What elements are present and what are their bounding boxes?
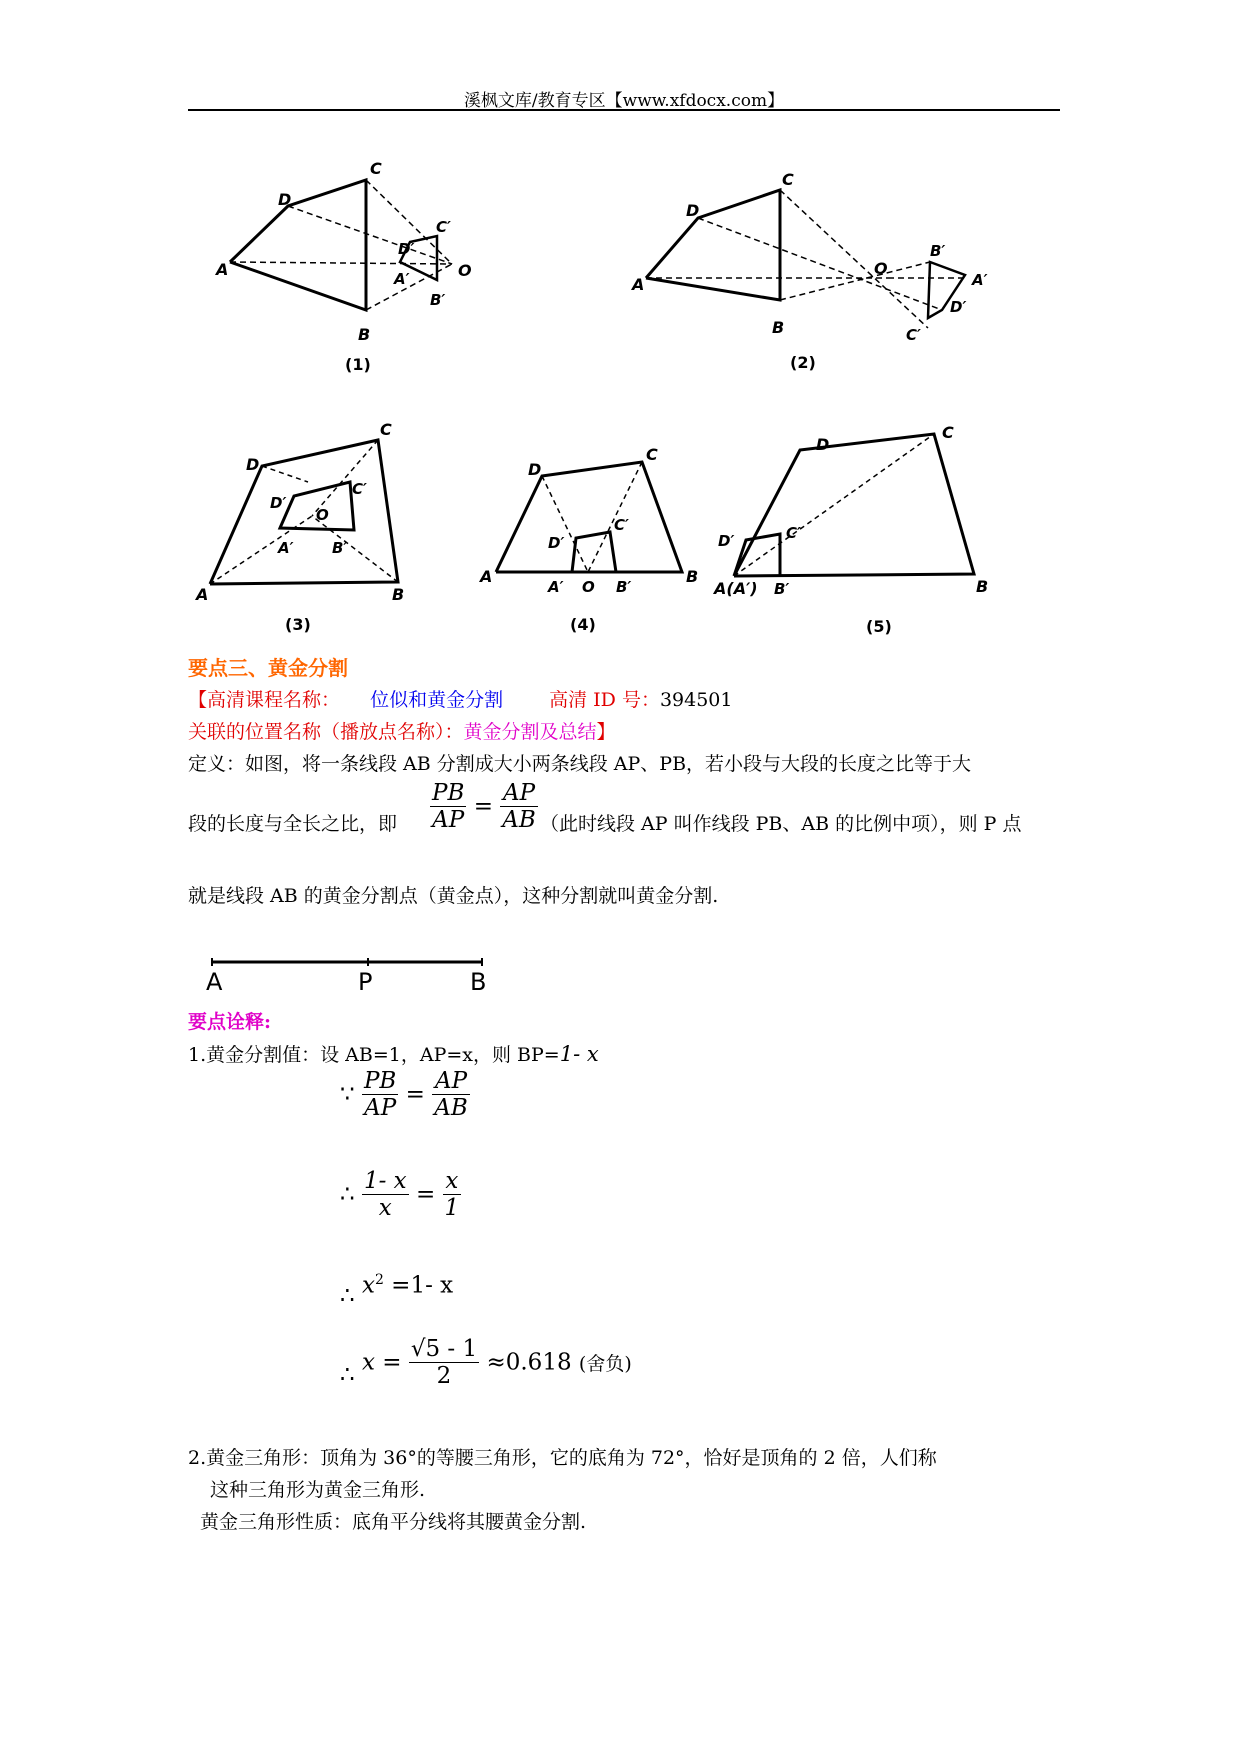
fig1-label-B1: B′ — [430, 291, 446, 309]
fig4-label-O: O — [582, 578, 595, 596]
fig2-label-B: B — [772, 318, 785, 337]
ratio-formula: $\frac{PB}{AP}$ = $\frac{AP}{AB}$ — [432, 780, 536, 833]
fig3-label-C1: C′ — [352, 480, 367, 498]
fig4-label-C1: C′ — [614, 516, 629, 534]
fig5-label-B: B — [976, 577, 989, 596]
fig1-label-D: D — [278, 190, 292, 209]
fig5-caption: (5) — [866, 617, 892, 636]
notes-item-2-line-2: 这种三角形为黄金三角形. — [210, 1479, 426, 1501]
segment-label-P: P — [358, 968, 373, 996]
fig1-label-C: C — [370, 159, 382, 178]
fig5-label-B1: B′ — [774, 580, 790, 598]
fig3-label-O: O — [316, 506, 329, 524]
fig3-label-A: A — [196, 585, 209, 604]
position-line — [188, 720, 616, 744]
notes-item-2-line-1: 2.黄金三角形：顶角为 36°的等腰三角形，它的底角为 72°，恰好是顶角的 2 倍，人们称 — [188, 1447, 937, 1469]
notes-item-2-line-3: 黄金三角形性质：底角平分线将其腰黄金分割. — [200, 1511, 587, 1533]
position-name: 黄金分割及总结 — [463, 721, 597, 743]
figure-3 — [210, 440, 398, 584]
fig4-label-D1: D′ — [548, 534, 565, 552]
fig4-label-D: D — [528, 460, 542, 479]
course-line — [188, 688, 732, 712]
position-close: 】 — [596, 721, 616, 743]
notes-title: 要点诠释: — [188, 1011, 272, 1033]
fig4-caption: (4) — [570, 615, 596, 634]
fig1-label-C1: C′ — [436, 218, 451, 236]
fig3-label-D1: D′ — [270, 494, 287, 512]
fig2-label-C1: C′ — [906, 326, 921, 344]
segment-diagram — [200, 950, 500, 1000]
fig4-label-B1: B′ — [616, 578, 632, 596]
fig2-label-C: C — [782, 170, 794, 189]
fig4-label-C: C — [646, 445, 658, 464]
header-rule — [188, 109, 1060, 111]
fig3-label-A1: A′ — [278, 539, 294, 557]
fig4-label-A1: A′ — [548, 578, 564, 596]
segment-label-B: B — [470, 968, 487, 996]
segment-label-A: A — [206, 968, 223, 996]
section-title: 要点三、黄金分割 — [188, 656, 348, 680]
fig2-label-D1: D′ — [950, 298, 967, 316]
step-4: ∴ x = $\frac{√5 - 1}{2}$ ≈0.618 (舍负) — [340, 1336, 632, 1389]
fig3-label-B1: B′ — [332, 539, 348, 557]
fig5-label-D: D — [816, 435, 830, 454]
fig3-label-B: B — [392, 585, 405, 604]
fig2-label-D: D — [686, 201, 700, 220]
fig2-label-A1: A′ — [972, 271, 988, 289]
fig1-label-A: A — [216, 260, 229, 279]
id-value: 394501 — [659, 689, 733, 711]
fig5-label-C1: C′ — [786, 524, 801, 542]
definition-line-3: 就是线段 AB 的黄金分割点（黄金点），这种分割就叫黄金分割. — [188, 885, 719, 907]
figures-row-2 — [190, 420, 1050, 650]
fig2-label-O: O — [874, 259, 888, 278]
fig1-label-A1: A′ — [394, 270, 410, 288]
step-1: ∵ $\frac{PB}{AP}$ = $\frac{AP}{AB}$ — [340, 1068, 468, 1121]
fig3-label-D: D — [246, 455, 260, 474]
fig1-label-D1: D′ — [398, 240, 415, 258]
fig4-label-B: B — [686, 567, 699, 586]
definition-line-2 — [188, 780, 1060, 850]
fig1-caption: (1) — [345, 355, 371, 374]
fig5-label-C: C — [942, 423, 954, 442]
step-3: ∴ $x^2 =1-$ x — [340, 1272, 454, 1309]
fig4-label-A: A — [480, 567, 493, 586]
definition-line-2b: （此时线段 AP 叫作线段 PB、AB 的比例中项），则 P 点 — [540, 813, 1022, 835]
ratio-frac-1: $\frac{PB}{AP}$ — [432, 780, 465, 833]
figures-row-1 — [190, 150, 1050, 380]
fig1-label-O: O — [458, 261, 472, 280]
fig2-label-A: A — [632, 275, 645, 294]
ratio-frac-2: $\frac{AP}{AB}$ — [502, 780, 536, 833]
item1-expr: 1- x — [559, 1042, 599, 1066]
fig1-label-B: B — [358, 325, 371, 344]
fig5-label-D1: D′ — [718, 532, 735, 550]
course-name: 位似和黄金分割 — [370, 689, 504, 711]
figure-1 — [230, 180, 452, 310]
item1-text: 1.黄金分割值：设 AB=1，AP=x，则 BP= — [188, 1044, 560, 1066]
position-label: 关联的位置名称（播放点名称）： — [188, 721, 464, 743]
step-2: ∴ $\frac{1- x}{x}$ = $\frac{x}{1}$ — [340, 1168, 460, 1221]
figure-4 — [496, 462, 682, 572]
page-header: 溪枫文库/教育专区【www.xfdocx.com】 — [463, 91, 785, 111]
definition-line-2a: 段的长度与全长之比，即 — [188, 813, 398, 835]
fig5-label-A: A(A′) — [714, 579, 758, 598]
fig3-caption: (3) — [285, 615, 311, 634]
notes-item-1 — [188, 1042, 599, 1067]
definition-line-1: 定义：如图，将一条线段 AB 分割成大小两条线段 AP、PB，若小段与大段的长度之比等于大 — [188, 753, 972, 775]
fig2-label-B1: B′ — [930, 242, 946, 260]
figure-5 — [734, 434, 974, 576]
fig3-label-C: C — [380, 420, 392, 439]
course-open: 【高清课程名称： — [188, 689, 341, 711]
fig2-caption: (2) — [790, 353, 816, 372]
id-label: 高清 ID 号： — [549, 689, 660, 711]
